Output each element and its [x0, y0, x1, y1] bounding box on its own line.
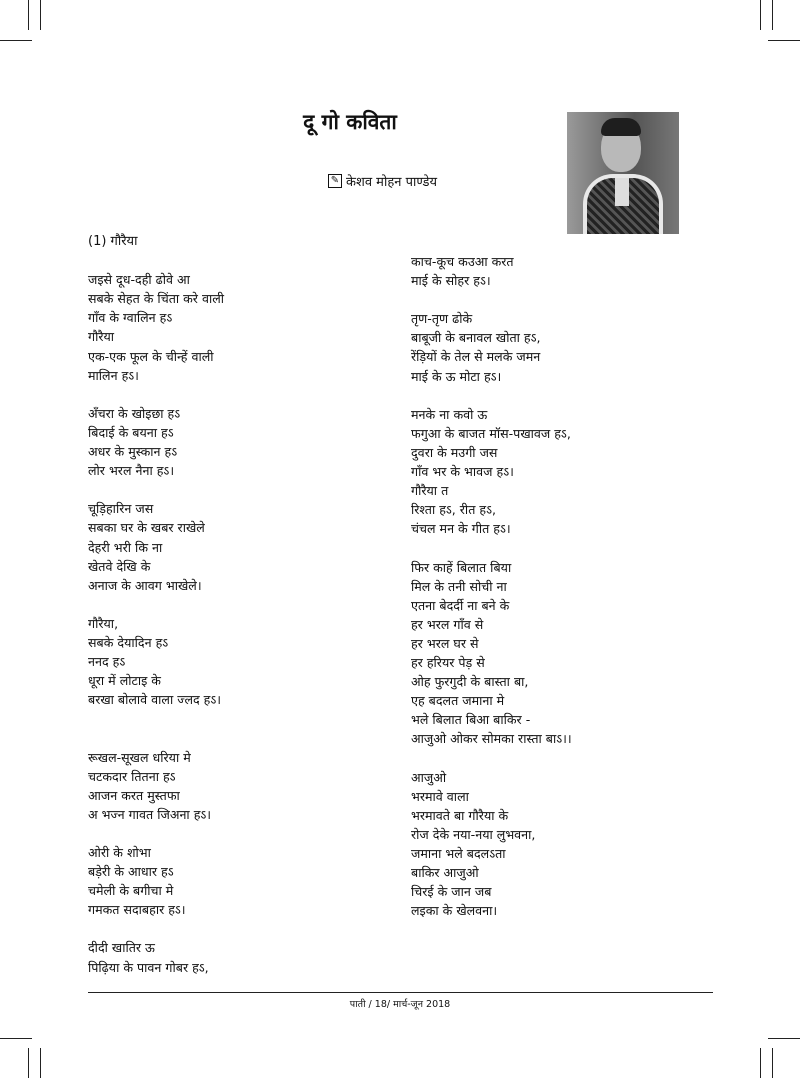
poem-line: एक-एक फूल के चीन्हें वाली: [88, 348, 214, 364]
poem-line: मिल के तनी सोची ना: [411, 578, 507, 594]
author-name: केशव मोहन पाण्डेय: [346, 175, 437, 190]
poem-line: भरमावे वाला: [411, 788, 469, 804]
poem-line: बिदाई के बयना हऽ: [88, 424, 174, 440]
poem-line: बरखा बोलावे वाला ज्लद हऽ।: [88, 692, 222, 708]
stanza-gap: [411, 386, 572, 405]
poem-line: मनके ना कवो ऊ: [411, 406, 488, 422]
poem-line: चिरई के जान जब: [411, 884, 492, 900]
poem-line: धूरा में लोटाइ के: [88, 673, 161, 689]
poem-line: अ भज्न गावत जिअना हऽ।: [88, 806, 212, 822]
poem-line: चूड़िहारिन जस: [88, 501, 154, 517]
poem-line: रेंड़ियों के तेल से मलके जमन: [411, 349, 541, 365]
footer-rule: [88, 992, 713, 993]
crop-mark-bottom-left-h: [0, 1038, 32, 1039]
author-byline: [328, 172, 437, 190]
poem-line: फगुआ के बाजत मॉस-पखावज हऽ,: [411, 425, 571, 441]
poem-line: अँचरा के खोइछा हऽ: [88, 405, 181, 421]
author-photo: [567, 112, 679, 234]
crop-mark-bottom-right-v2: [772, 1048, 773, 1078]
poem-line: हर हरियर पेड़ से: [411, 654, 485, 670]
poem-line: अनाज के आवग भाखेले।: [88, 577, 202, 593]
poem-line: माई के ऊ मोटा हऽ।: [411, 368, 502, 384]
poem-line: बाबूजी के बनावल खोता हऽ,: [411, 330, 541, 346]
poem-line: भरमावते बा गौरैया के: [411, 807, 509, 823]
poem-line: तृण-तृण ढोके: [411, 311, 473, 327]
crop-mark-bottom-left-v: [28, 1048, 29, 1078]
crop-mark-bottom-right-h: [768, 1038, 800, 1039]
poem-line: भले बिलात बिआ बाकिर -: [411, 712, 531, 728]
poem-right-column: [411, 252, 572, 920]
poem-line: काच-कूच कउआ करत: [411, 254, 514, 269]
poem-left-column: [88, 232, 224, 977]
crop-mark-top-right-v: [760, 0, 761, 30]
poem-line: अधर के मुस्कान हऽ: [88, 444, 178, 460]
poem-line: गौरैया त: [411, 483, 449, 499]
poem-line: सबके देयादिन हऽ: [88, 634, 169, 650]
poem-line: खेतवे देखि के: [88, 558, 151, 574]
poem-line: जमाना भले बदलऽता: [411, 845, 506, 861]
poem-line: हर भरल गाँव से: [411, 616, 484, 632]
poem-line: फिर काहें बिलात बिया: [411, 559, 512, 575]
poem-line: गौरैया: [88, 329, 115, 345]
poem-line: गौरैया,: [88, 615, 119, 631]
poem-line: लोर भरल नैना हऽ।: [88, 463, 175, 479]
crop-mark-bottom-right-v: [760, 1048, 761, 1078]
poem-line: बाकिर आजुओ: [411, 865, 479, 880]
page-footer: पाती / 18/ मार्च-जून 2018: [349, 999, 451, 1010]
stanza-gap: [88, 824, 224, 843]
crop-mark-bottom-left-v2: [40, 1048, 41, 1078]
poem-line: रूखल-सूखल धरिया मे: [88, 749, 191, 765]
crop-mark-top-left-h: [0, 40, 32, 41]
crop-mark-top-left-v: [28, 0, 29, 30]
stanza-gap: [411, 538, 572, 557]
poem-line: दीदी खातिर ऊ: [88, 940, 155, 956]
poem-line: रिश्ता हऽ, रीत हऽ,: [411, 502, 496, 518]
stanza-gap: [88, 709, 224, 728]
poem-line: ओह फुरगुदी के बास्ता बा,: [411, 674, 529, 690]
stanza-gap: [88, 385, 224, 404]
stanza-gap: [88, 595, 224, 614]
poem-line: ननद हऽ: [88, 654, 126, 670]
stanza-gap: [88, 728, 224, 747]
poem-line: गमकत सदाबहार हऽ।: [88, 902, 186, 918]
crop-mark-top-left-v2: [40, 0, 41, 30]
poem-line: आजुओ ओकर सोमका रास्ता बाऽ।।: [411, 731, 572, 747]
poem-heading: (1) गौरैया: [88, 234, 138, 249]
stanza-gap: [88, 480, 224, 499]
page-title: दू गो कविता: [303, 110, 397, 134]
poem-line: लइका के खेलवना।: [411, 903, 498, 919]
pen-icon: ✎: [328, 174, 342, 188]
poem-line: बड़ेरी के आधार हऽ: [88, 864, 174, 880]
poem-line: चंचल मन के गीत हऽ।: [411, 521, 511, 537]
poem-line: गाँव के ग्वालिन हऽ: [88, 310, 173, 326]
poem-line: देहरी भरी कि ना: [88, 539, 163, 555]
stanza-gap: [88, 919, 224, 938]
poem-line: आजुओ: [411, 769, 447, 785]
stanza-gap: [411, 748, 572, 767]
poem-line: चमेली के बगीचा मे: [88, 883, 174, 899]
poem-line: माई के सोहर हऽ।: [411, 273, 491, 289]
poem-line: हर भरल घर से: [411, 635, 479, 651]
poem-line: दुवरा के मउगी जस: [411, 444, 498, 460]
poem-line: जइसे दूध-दही ढोवे आ: [88, 272, 190, 288]
poem-line: एह बदलत जमाना मे: [411, 693, 505, 709]
poem-line: सबका घर के खबर राखेले: [88, 520, 205, 536]
poem-line: आजन करत मुस्तफा: [88, 787, 180, 803]
poem-line: सबके सेहत के चिंता करे वाली: [88, 291, 225, 307]
poem-line: ओरी के शोभा: [88, 845, 151, 860]
poem-line: एतना बेदर्दी ना बने के: [411, 597, 510, 613]
poem-line: गाँव भर के भावज हऽ।: [411, 464, 514, 480]
poem-line: पिढ़िया के पावन गोबर हऽ,: [88, 959, 209, 975]
crop-mark-top-right-v2: [772, 0, 773, 30]
poem-line: चटकदार तितना हऽ: [88, 768, 176, 784]
crop-mark-top-right-h: [768, 40, 800, 41]
poem-line: रोज देके नया-नया लुभवना,: [411, 826, 536, 842]
poem-line: मालिन हऽ।: [88, 367, 139, 383]
stanza-gap: [411, 290, 572, 309]
